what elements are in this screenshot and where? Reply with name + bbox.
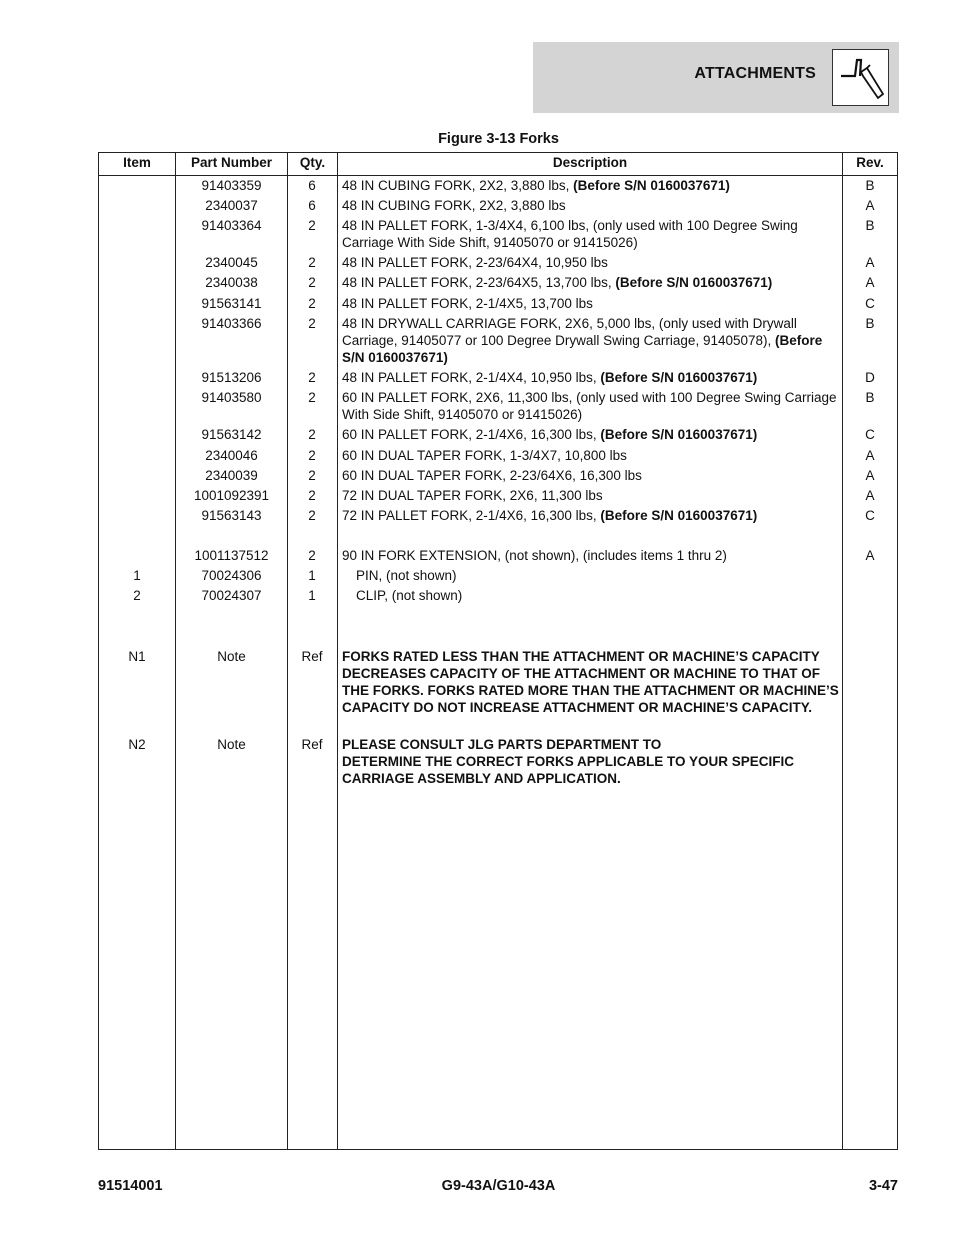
quantity: 2 [308, 390, 316, 405]
part-number: 2340046 [205, 448, 258, 463]
quantity: 2 [308, 468, 316, 483]
revision: A [865, 275, 875, 290]
footer-page-number: 3-47 [868, 1178, 898, 1194]
quantity: 2 [308, 427, 316, 442]
section-title: ATTACHMENTS [694, 65, 816, 82]
column-header-qty: Qty. [299, 155, 326, 170]
quantity: 1 [308, 588, 316, 603]
quantity: 2 [308, 255, 316, 270]
part-number: 91403359 [201, 178, 262, 193]
description: 60 IN DUAL TAPER FORK, 1-3/4X7, 10,800 lbs [342, 448, 627, 463]
note-label: Note [217, 649, 246, 664]
revision: B [865, 218, 875, 233]
part-number: 2340045 [205, 255, 258, 270]
quantity: 1 [308, 568, 316, 583]
part-number: 1001092391 [193, 488, 270, 503]
part-number: 2340037 [205, 198, 258, 213]
description: 48 IN PALLET FORK, 2-1/4X4, 10,950 lbs, (Before S/N 0160037671) [342, 370, 758, 385]
quantity: 2 [308, 370, 316, 385]
description: 48 IN DRYWALL CARRIAGE FORK, 2X6, 5,000 lbs, (only used with Drywall Carriage, 91405077 or 100 Degree Drywall Swing Carriage, 91405078), (Before S/N 0160037671) [342, 316, 823, 365]
part-number: 70024307 [201, 588, 262, 603]
quantity: 2 [308, 218, 316, 233]
quantity: 2 [308, 316, 316, 331]
column-header-rev: Rev. [856, 155, 884, 170]
column-header-part-number: Part Number [190, 155, 273, 170]
item-number: 1 [133, 568, 141, 583]
part-number: 2340038 [205, 275, 258, 290]
description: 48 IN PALLET FORK, 2-23/64X4, 10,950 lbs [342, 255, 608, 270]
part-number: 91403364 [201, 218, 262, 233]
description: 48 IN PALLET FORK, 1-3/4X4, 6,100 lbs, (only used with 100 Degree Swing Carriage With Side Shift, 91405070 or 91415026) [342, 218, 798, 250]
quantity: 2 [308, 548, 316, 563]
revision: B [865, 178, 875, 193]
revision: A [865, 448, 875, 463]
section-header [533, 42, 899, 113]
parts-table [98, 152, 898, 1150]
revision: B [865, 390, 875, 405]
revision: A [865, 198, 875, 213]
description: 48 IN CUBING FORK, 2X2, 3,880 lbs [342, 198, 566, 213]
quantity: 2 [308, 275, 316, 290]
revision: D [865, 370, 875, 385]
note-text: FORKS RATED LESS THAN THE ATTACHMENT OR MACHINE’S CAPACITY DECREASES CAPACITY OF THE ATTACHMENT OR MACHINE TO THAT OF THE FORKS. FORKS RATED MORE THAN THE ATTACHMENT OR MACHINE’S CAPACITY DO NOT INCREASE ATTACHMENT OR MACHINE’S CAPACITY. [342, 649, 839, 715]
description: 60 IN DUAL TAPER FORK, 2-23/64X6, 16,300 lbs [342, 468, 642, 483]
column-header-item: Item [123, 155, 151, 170]
revision: B [865, 316, 875, 331]
note-label: Note [217, 737, 246, 752]
item-number: 2 [133, 588, 141, 603]
part-number: 91403580 [201, 390, 262, 405]
quantity: 2 [308, 448, 316, 463]
description: 48 IN PALLET FORK, 2-1/4X5, 13,700 lbs [342, 296, 593, 311]
part-number: 91563143 [201, 508, 262, 523]
part-number: 1001137512 [194, 548, 269, 563]
revision: C [865, 427, 875, 442]
note-ref: Ref [301, 737, 323, 752]
description: PIN, (not shown) [356, 568, 457, 583]
part-number: 91563141 [201, 296, 262, 311]
description: 72 IN PALLET FORK, 2-1/4X6, 16,300 lbs, (Before S/N 0160037671) [342, 508, 758, 523]
footer-manual-number: 91514001 [98, 1178, 163, 1194]
revision: C [865, 296, 875, 311]
part-number: 2340039 [205, 468, 258, 483]
description: 60 IN PALLET FORK, 2X6, 11,300 lbs, (only used with 100 Degree Swing Carriage With Side Shift, 91405070 or 91415026) [342, 390, 837, 422]
quantity: 2 [308, 508, 316, 523]
description: 48 IN PALLET FORK, 2-23/64X5, 13,700 lbs, (Before S/N 0160037671) [342, 275, 773, 290]
part-number: 70024306 [201, 568, 262, 583]
description: 60 IN PALLET FORK, 2-1/4X6, 16,300 lbs, (Before S/N 0160037671) [342, 427, 758, 442]
description: 48 IN CUBING FORK, 2X2, 3,880 lbs, (Before S/N 0160037671) [342, 178, 730, 193]
revision: A [865, 548, 875, 563]
figure-title: Figure 3-13 Forks [438, 131, 559, 147]
note-id: N2 [128, 737, 146, 752]
footer-model: G9-43A/G10-43A [441, 1178, 556, 1194]
revision: A [865, 255, 875, 270]
quantity: 6 [308, 198, 316, 213]
note-text: PLEASE CONSULT JLG PARTS DEPARTMENT TO DETERMINE THE CORRECT FORKS APPLICABLE TO YOUR SPECIFIC CARRIAGE ASSEMBLY AND APPLICATION. [342, 737, 795, 786]
note-ref: Ref [301, 649, 323, 664]
fork-attachment-icon [832, 49, 889, 106]
revision: C [865, 508, 875, 523]
quantity: 6 [308, 178, 316, 193]
description: CLIP, (not shown) [356, 588, 463, 603]
quantity: 2 [308, 296, 316, 311]
revision: A [865, 488, 875, 503]
note-id: N1 [128, 649, 146, 664]
description: 72 IN DUAL TAPER FORK, 2X6, 11,300 lbs [342, 488, 603, 503]
revision: A [865, 468, 875, 483]
part-number: 91513206 [201, 370, 262, 385]
description: 90 IN FORK EXTENSION, (not shown), (includes items 1 thru 2) [342, 548, 727, 563]
column-header-description: Description [552, 155, 628, 170]
quantity: 2 [308, 488, 316, 503]
part-number: 91403366 [201, 316, 262, 331]
part-number: 91563142 [201, 427, 262, 442]
